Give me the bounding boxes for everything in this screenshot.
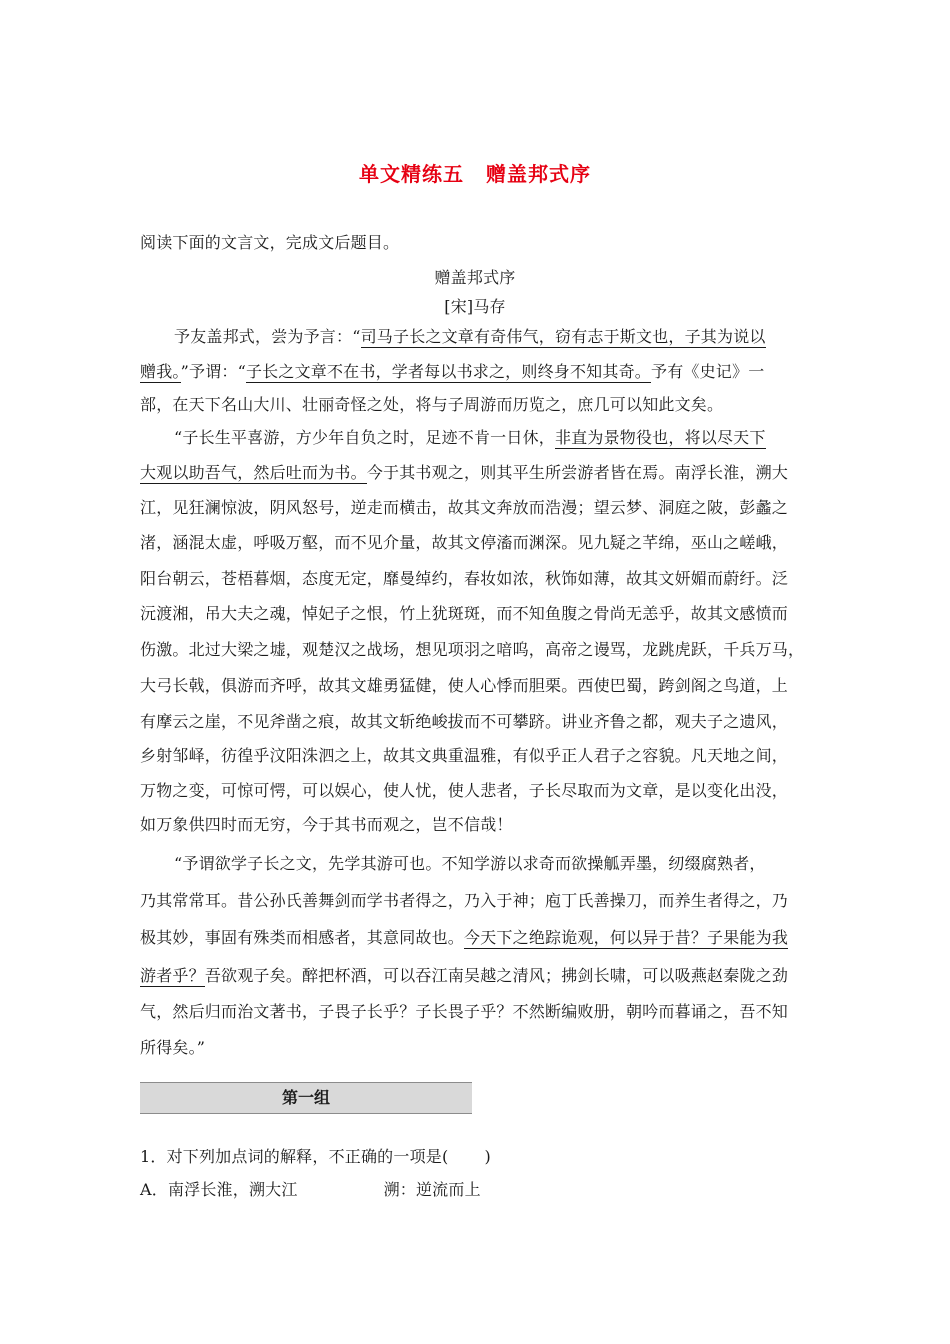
underlined-sentence: 大观以助吾气，然后吐而为书。 [140, 463, 367, 482]
option-a-gloss: 溯：逆流而上 [383, 1180, 481, 1199]
page-title [0, 158, 950, 187]
underlined-sentence: 非直为景物役也，将以尽天下 [554, 428, 766, 447]
paragraph-line: 万物之变，可惊可愕，可以娱心，使人忧，使人悲者，子长尽取而为文章，是以变化出没， [140, 781, 789, 800]
essay-author: [宋]马存 [444, 297, 506, 316]
group-header: 第一组 [140, 1082, 472, 1114]
option-a: A．南浮长淮，溯大江 溯：逆流而上 [140, 1180, 481, 1199]
underlined-sentence: 子长之文章不在书，学者每以书求之，则终身不知其奇。 [245, 362, 651, 381]
instruction: 阅读下面的文言文，完成文后题目。 [140, 233, 400, 252]
paragraph-line: “予谓欲学子长之文，先学其游可也。不知学游以求奇而欲操觚弄墨，纫缀腐熟者， [174, 854, 766, 873]
underlined-sentence: 赠我。 [140, 362, 181, 381]
paragraph-line: 有摩云之崖，不见斧凿之痕，故其文斩绝峻拔而不可攀跻。讲业齐鲁之都，观夫子之遗风， [140, 712, 789, 731]
paragraph-line: 所得矣。” [140, 1038, 206, 1057]
paragraph-line: 如万象供四时而无穷，今于其书而观之，岂不信哉！ [140, 815, 513, 834]
paragraph-line: 伤激。北过大梁之墟，观楚汉之战场，想见项羽之喑呜，高帝之谩骂，龙跳虎跃，千兵万马， [140, 640, 805, 659]
paragraph-line: 大弓长戟，俱游而齐呼，故其文雄勇猛健，使人心悸而胆栗。西使巴蜀，跨剑阁之鸟道，上 [140, 676, 789, 695]
paragraph-line: 予友盖邦式，尝为予言：“司马子长之文章有奇伟气，窃有志于斯文也，子其为说以 [174, 327, 766, 346]
paragraph-line: 极其妙，事固有殊类而相感者，其意同故也。今天下之绝踪诡观，何以异于昔？子果能为我 [140, 928, 789, 947]
title-part2: 赠盖邦式序 [486, 162, 591, 186]
paragraph-line: 乡射邹峄，彷徨乎汶阳洙泗之上，故其文典重温雅，有似乎正人君子之容貌。凡天地之间， [140, 746, 789, 765]
paragraph-line: 部，在天下名山大川、壮丽奇怪之处，将与子周游而历览之，庶几可以知此文矣。 [140, 395, 724, 414]
underlined-sentence: 游者乎？ [140, 966, 205, 985]
paragraph-line: 沅渡湘，吊大夫之魂，悼妃子之恨，竹上犹斑斑，而不知鱼腹之骨尚无恙乎，故其文感愤而 [140, 604, 789, 623]
underlined-sentence: 司马子长之文章有奇伟气，窃有志于斯文也，子其为说以 [360, 327, 766, 346]
paragraph-line: 大观以助吾气，然后吐而为书。今于其书观之，则其平生所尝游者皆在焉。南浮长淮，溯大 [140, 463, 789, 482]
paragraph-line: 赠我。”予谓：“子长之文章不在书，学者每以书求之，则终身不知其奇。予有《史记》一 [140, 362, 765, 381]
question-1: 1．对下列加点词的解释，不正确的一项是( ) [140, 1147, 491, 1166]
title-part1: 单文精练五 [359, 162, 464, 186]
paragraph-line: “子长生平喜游，方少年自负之时，足迹不肯一日休，非直为景物役也，将以尽天下 [174, 428, 766, 447]
paragraph-line: 气，然后归而治文著书，子畏子长乎？子长畏子乎？不然断编败册，朝吟而暮诵之，吾不知 [140, 1002, 789, 1021]
paragraph-line: 游者乎？吾欲观子矣。醉把杯酒，可以吞江南吴越之清风；拂剑长啸，可以吸燕赵秦陇之劲 [140, 966, 789, 985]
underlined-sentence: 今天下之绝踪诡观，何以异于昔？子果能为我 [464, 928, 789, 947]
essay-title: 赠盖邦式序 [434, 268, 516, 287]
paragraph-line: 乃其常常耳。昔公孙氏善舞剑而学书者得之，乃入于神；庖丁氏善操刀，而养生者得之，乃 [140, 891, 789, 910]
paragraph-line: 江，见狂澜惊波，阴风怒号，逆走而横击，故其文奔放而浩漫；望云梦、洞庭之陂，彭蠡之 [140, 498, 789, 517]
paragraph-line: 阳台朝云，苍梧暮烟，态度无定，靡曼绰约，春妆如浓，秋饰如薄，故其文妍媚而蔚纡。泛 [140, 569, 789, 588]
paragraph-line: 渚，涵混太虚，呼吸万壑，而不见介量，故其文停滀而渊深。见九疑之芊绵，巫山之嵯峨， [140, 533, 789, 552]
